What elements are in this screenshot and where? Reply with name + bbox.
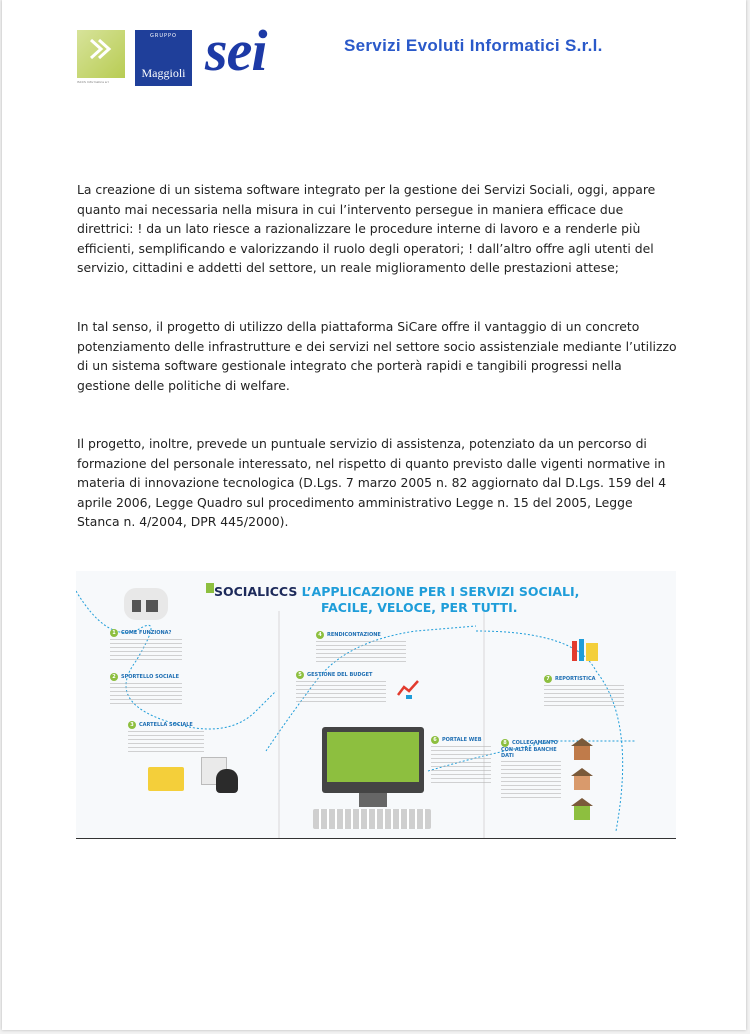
section-rendicontazione: 4 RENDICONTAZIONE — [316, 631, 406, 663]
section-cartella-sociale: 3 CARTELLA SOCIALE — [128, 721, 204, 753]
document-page — [2, 0, 746, 1030]
maggioli-group-text: GRUPPO — [150, 33, 177, 39]
section-reportistica: 7 REPORTISTICA — [544, 675, 624, 707]
devices-cloud-icon — [124, 588, 168, 620]
socialiccs-infographic — [76, 571, 676, 839]
isccs-logo — [77, 30, 125, 84]
infographic-brand: SOCIALICCS — [214, 584, 298, 599]
section-gestione-budget: 5 GESTIONE DEL BUDGET — [296, 671, 386, 703]
paragraph-intro: La creazione di un sistema software integrato per la gestione dei Servizi Sociali, oggi, appare quanto mai necessaria nella misura in cui l’intervento persegue in maniera efficace due direttrici: ! da un lato riesce a razionalizzare le procedure interne di lavoro e a renderle più efficienti, semplificando e valorizzando il ruolo degli operatori; ! dall’altro offre agli utenti del servizio, cittadini e addetti del settore, un reale miglioramento delle prestazioni attese; — [77, 182, 656, 276]
paragraph-sicare: In tal senso, il progetto di utilizzo della piattaforma SiCare offre il vantaggio di un concreto potenziamento delle infrastrutture e dei servizi nel settore socio assistenziale mediante l’utilizzo di un sistema software gestionale integrato che porterà rapidi e tangibili progressi nella gestione delle politiche di welfare. — [77, 319, 677, 393]
socialiccs-logo-mark-icon — [206, 583, 214, 593]
section-come-funziona: 1 COME FUNZIONA? — [110, 629, 182, 661]
section-collegamento: 8 COLLEGAMENTO CON ALTRE BANCHE DATI — [501, 739, 561, 801]
logo-caption: ISCCS Informatica srl — [77, 80, 109, 84]
sei-logo: sei — [205, 18, 267, 83]
maggioli-logo — [135, 30, 192, 86]
pens-icon — [572, 639, 600, 665]
house-icon — [574, 746, 590, 760]
folder-icon — [148, 767, 184, 791]
user-avatar-icon — [216, 769, 238, 793]
section-sportello-sociale: 2 SPORTELLO SOCIALE — [110, 673, 182, 705]
house-icon — [574, 806, 590, 820]
infographic-subtitle: FACILE, VELOCE, PER TUTTI. — [321, 600, 518, 615]
maggioli-name-text: Maggioli — [141, 66, 186, 80]
keyboard-icon — [313, 809, 431, 829]
isccs-mark-icon — [87, 38, 115, 60]
monitor-icon — [322, 727, 424, 793]
section-portale-web: 6 PORTALE WEB — [431, 736, 491, 786]
house-icon — [574, 776, 590, 790]
paragraph-project: Il progetto, inoltre, prevede un puntuale servizio di assistenza, potenziato da un percorso di formazione del personale interessato, nel rispetto di quanto previsto dalle vigenti normative in materia di innovazione tecnologica (D.Lgs. 7 marzo 2005 n. 82 aggiornato dal D.Lgs. 159 del 4 aprile 2006, Legge Quadro sul procedimento amministrativo Legge n. 15 del 2005, Legge Stanca n. 4/2004, DPR 445/2000). — [77, 436, 667, 530]
company-name: Servizi Evoluti Informatici S.r.l. — [344, 36, 603, 55]
infographic-title — [214, 584, 579, 600]
monitor-stand — [359, 793, 387, 807]
trend-chart-icon — [396, 677, 422, 699]
page-header — [2, 0, 746, 100]
infographic-title-line1: L’APPLICAZIONE PER I SERVIZI SOCIALI, — [297, 584, 580, 599]
